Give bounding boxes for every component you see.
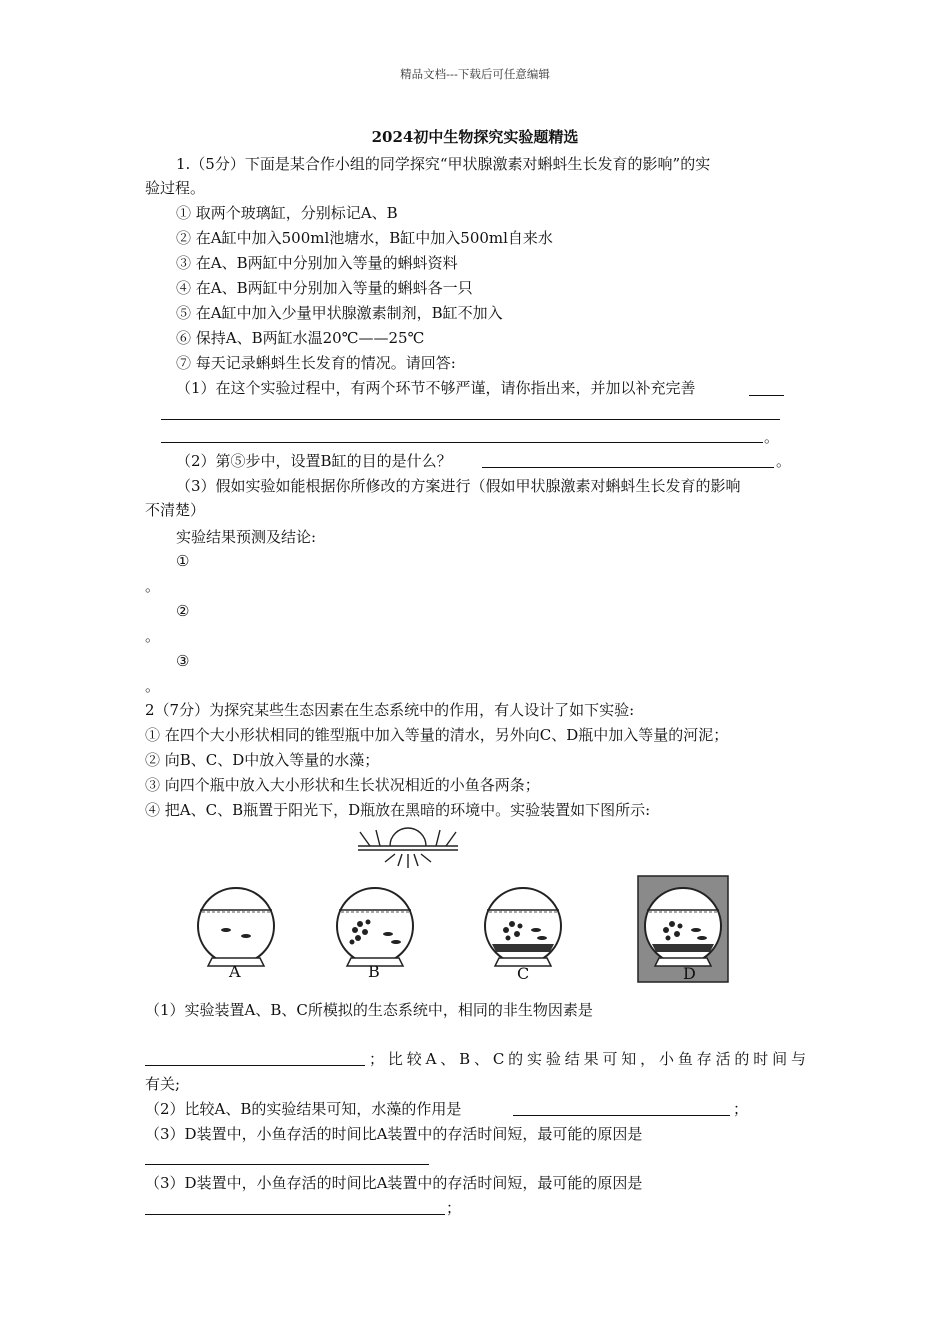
q1-sub3-line2: 不清楚） — [145, 501, 206, 519]
q2-sub1-blank[interactable] — [145, 1065, 365, 1066]
q1-step-7: ⑦ 每天记录蝌蚪生长发育的情况。请回答: — [176, 354, 456, 372]
page-header: 精品文档---下载后可任意编辑 — [400, 67, 550, 81]
q2-step-2: ② 向B、C、D中放入等量的水藻； — [145, 751, 380, 769]
q2-step-3: ③ 向四个瓶中放入大小形状和生长状况相近的小鱼各两条； — [145, 776, 540, 794]
q1-predict-end-3: 。 — [145, 677, 161, 695]
q1-sub2-end: 。 — [776, 452, 792, 470]
q2-sub3-question: （3）D装置中，小鱼存活的时间比A装置中的存活时间短，最可能的原因是 — [145, 1125, 643, 1143]
q2-sub3-end: ； — [446, 1199, 462, 1217]
q1-sub1-end: 。 — [764, 428, 780, 446]
q1-predict-label: 实验结果预测及结论: — [176, 528, 317, 546]
q1-step-2: ② 在A缸中加入500ml池塘水，B缸中加入500ml自来水 — [176, 229, 553, 247]
q1-sub1-blank-1[interactable] — [749, 395, 784, 396]
q2-sub3-blank-1[interactable] — [145, 1164, 429, 1165]
q1-predict-end-2: 。 — [145, 627, 161, 645]
figure-label-c: C — [517, 964, 530, 983]
q1-predict-end-1: 。 — [145, 577, 161, 595]
q1-intro-line2: 验过程。 — [145, 179, 206, 197]
jar-c — [485, 888, 561, 966]
q1-predict-mark-2: ② — [176, 602, 190, 620]
q1-predict-mark-3: ③ — [176, 652, 190, 670]
q2-sub1-line2: ；比较A、B、C的实验结果可知，小鱼存活的时间与 — [369, 1050, 806, 1068]
q1-step-3: ③ 在A、B两缸中分别加入等量的蝌蚪资料 — [176, 254, 458, 272]
experiment-figure — [190, 826, 750, 992]
q1-step-4: ④ 在A、B两缸中分别加入等量的蝌蚪各一只 — [176, 279, 473, 297]
q1-step-6: ⑥ 保持A、B两缸水温20℃——25℃ — [176, 329, 425, 347]
q2-sub2-question: （2）比较A、B的实验结果可知，水藻的作用是 — [145, 1100, 462, 1118]
q2-sub3-blank-2[interactable] — [145, 1214, 445, 1215]
q2-intro: 2（7分）为探究某些生态因素在生态系统中的作用，有人设计了如下实验: — [145, 701, 635, 719]
q2-sub2-end: ； — [733, 1100, 749, 1118]
q1-step-5: ⑤ 在A缸中加入少量甲状腺激素制剂，B缸不加入 — [176, 304, 503, 322]
q2-sub1-line3: 有关; — [145, 1075, 181, 1093]
figure-label-b: B — [368, 962, 380, 981]
q2-step-4: ④ 把A、C、B瓶置于阳光下，D瓶放在黑暗的环境中。实验装置如下图所示: — [145, 801, 651, 819]
q1-sub1-question: （1）在这个实验过程中，有两个环节不够严谨，请你指出来，并加以补充完善 — [176, 379, 696, 397]
q1-intro-line1: 1.（5分）下面是某合作小组的同学探究“甲状腺激素对蝌蚪生长发育的影响”的实 — [176, 155, 711, 173]
q1-sub2-question: （2）第⑤步中，设置B缸的目的是什么？ — [176, 452, 452, 470]
q1-sub1-blank-3[interactable] — [161, 442, 763, 443]
q1-sub2-blank[interactable] — [482, 467, 774, 468]
document-title: 2024初中生物探究实验题精选 — [371, 128, 579, 146]
q2-step-1: ① 在四个大小形状相同的锥型瓶中加入等量的清水，另外向C、D瓶中加入等量的河泥； — [145, 726, 729, 744]
q2-sub2-blank[interactable] — [513, 1115, 730, 1116]
jar-b — [337, 888, 413, 966]
q1-step-1: ① 取两个玻璃缸，分别标记A、B — [176, 204, 398, 222]
q1-predict-mark-1: ① — [176, 552, 190, 570]
q1-sub1-blank-2[interactable] — [161, 419, 780, 420]
figure-label-a: A — [229, 962, 241, 981]
q2-sub1-line1: （1）实验装置A、B、C所模拟的生态系统中，相同的非生物因素是 — [145, 1001, 593, 1019]
q2-sub3-question-repeat: （3）D装置中，小鱼存活的时间比A装置中的存活时间短，最可能的原因是 — [145, 1174, 643, 1192]
jar-a — [198, 888, 274, 966]
sun-icon — [358, 828, 458, 868]
q1-sub3-line1: （3）假如实验如能根据你所修改的方案进行（假如甲状腺激素对蝌蚪生长发育的影响 — [176, 477, 741, 495]
figure-label-d: D — [683, 964, 696, 983]
